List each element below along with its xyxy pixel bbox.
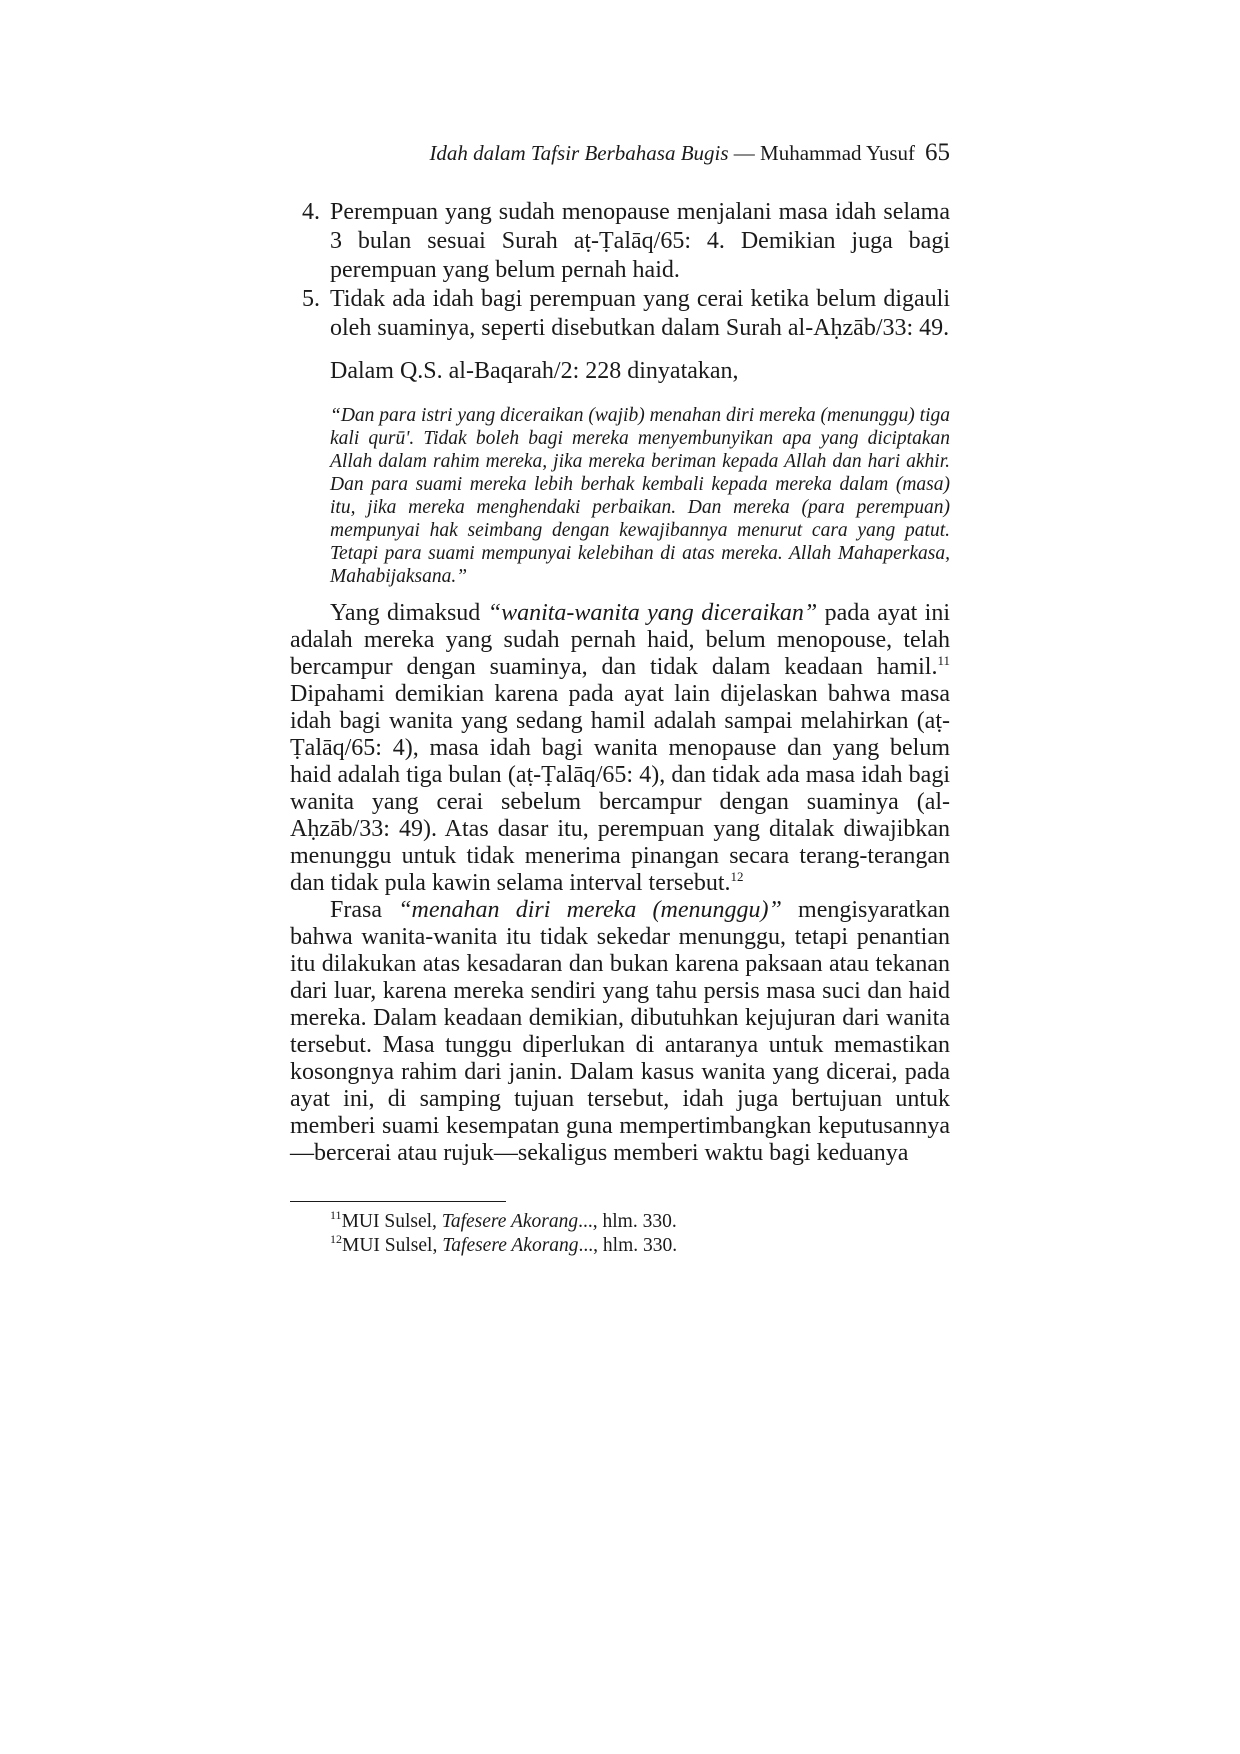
footnote-text: MUI Sulsel, [341, 1211, 442, 1232]
para-text: Yang dimaksud [330, 600, 488, 626]
para-emphasis: “menahan diri mereka (menunggu)” [398, 897, 782, 923]
list-item [290, 285, 950, 343]
para-text: Frasa [330, 897, 399, 923]
body-paragraph [290, 600, 950, 897]
running-header [290, 138, 950, 168]
block-quote: “Dan para istri yang diceraikan (wajib) menahan diri mereka (menunggu) tiga kali qurū'. Tidak boleh bagi mereka menyembunyikan apa yang diciptakan Allah dalam rahim mereka, jika mereka beriman kepada Allah dan hari akhir. Dan para suami mereka lebih berhak kembali kepada mereka dalam (masa) itu, jika mereka menghendaki perbaikan. Dan mereka (para perempuan) mempunyai hak seimbang dengan kewajibannya menurut cara yang patut. Tetapi para suami mempunyai kelebihan di atas mereka. Allah Mahaperkasa, Mahabijaksana.” [330, 405, 950, 587]
list-item-number: 4. [302, 199, 320, 225]
footnote-ref[interactable]: 11 [937, 653, 950, 668]
footnote-number: 12 [330, 1232, 342, 1246]
numbered-list [290, 198, 950, 343]
footnote-ref[interactable]: 12 [730, 869, 744, 884]
footnote [330, 1210, 930, 1234]
para-text: Dipahami demikian karena pada ayat lain dijelaskan bahwa masa idah bagi wanita yang sedang hamil adalah sampai melahirkan (aṭ-Ṭalāq/65: 4), masa idah bagi wanita menopause dan yang belum haid adalah tiga bulan (aṭ-Ṭalāq/65: 4), dan tidak ada masa idah bagi wanita yang cerai sebelum bercampur dengan suaminya (al-Aḥzāb/33: 49). Atas dasar itu, perempuan yang ditalak diwajibkan menunggu untuk tidak menerima pinangan secara terang-terangan dan tidak pula kawin selama interval tersebut. [290, 681, 950, 896]
para-emphasis: “wanita-wanita yang diceraikan” [487, 600, 818, 626]
footnote-number: 11 [330, 1208, 342, 1222]
para-text: pada ayat ini adalah mereka yang sudah pernah haid, belum menopouse, telah bercampur dengan suaminya, dan tidak dalam keadaan hamil. [290, 600, 950, 680]
footnote-divider [290, 1201, 506, 1202]
footnote-title: Tafesere Akorang [442, 1235, 579, 1256]
quote-intro: Dalam Q.S. al-Baqarah/2: 228 dinyatakan, [330, 358, 739, 384]
page-number: 65 [925, 139, 950, 166]
list-item-number: 5. [302, 286, 320, 312]
footnote-text: MUI Sulsel, [342, 1235, 443, 1256]
running-title: Idah dalam Tafsir Berbahasa Bugis [429, 141, 729, 165]
para-text: mengisyaratkan bahwa wanita-wanita itu tidak sekedar menunggu, tetapi penantian itu dilakukan atas kesadaran dan bukan karena paksaan atau tekanan dari luar, karena mereka sendiri yang tahu persis masa suci dan haid mereka. Dalam keadaan demikian, dibutuhkan kejujuran dari wanita tersebut. Masa tunggu diperlukan di antaranya untuk memastikan kosongnya rahim dari janin. Dalam kasus wanita yang dicerai, pada ayat ini, di samping tujuan tersebut, idah juga bertujuan untuk memberi suami kesempatan guna mempertimbangkan keputusannya—bercerai atau rujuk—sekaligus memberi waktu bagi keduanya [290, 897, 951, 1166]
footnote-text: ..., hlm. 330. [578, 1211, 677, 1232]
body-paragraph [290, 897, 950, 1167]
running-author: — Muhammad Yusuf [728, 141, 915, 165]
list-item [290, 198, 950, 285]
page-body [290, 198, 950, 1167]
footnotes [330, 1210, 930, 1258]
footnote-text: ..., hlm. 330. [578, 1235, 678, 1256]
footnote-title: Tafesere Akorang [441, 1211, 579, 1232]
footnote [330, 1234, 930, 1258]
list-item-text: Perempuan yang sudah menopause menjalani masa idah selama 3 bulan sesuai Surah aṭ-Ṭalāq/65: 4. Demikian juga bagi perempuan yang belum pernah haid. [330, 199, 950, 283]
list-item-text: Tidak ada idah bagi perempuan yang cerai ketika belum digauli oleh suaminya, seperti disebutkan dalam Surah al-Aḥzāb/33: 49. [330, 286, 950, 341]
